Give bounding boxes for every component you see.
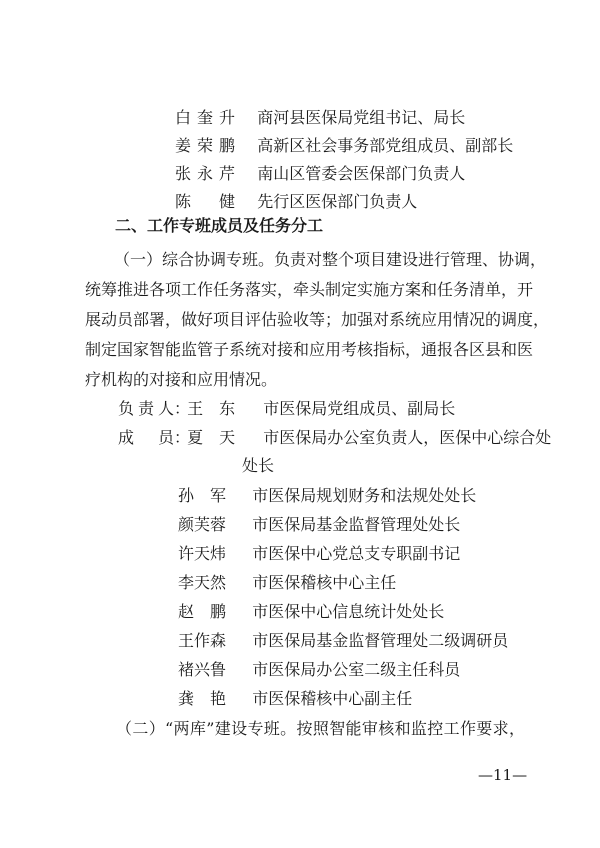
member-row (178, 660, 460, 680)
member-row (175, 136, 513, 156)
member-role: 市医保局办公室负责人，医保中心综合处 (263, 428, 552, 447)
member-role: 市医保局基金监督管理处处长 (252, 515, 461, 534)
member-name: 褚兴鲁 (178, 660, 227, 679)
member-role: 商河县医保局党组书记、局长 (257, 108, 466, 127)
paragraph-line: （一）综合协调专班。负责对整个项目建设进行管理、协调， (114, 250, 547, 269)
leader-label: 负责人 (118, 399, 174, 418)
page-number: —11— (478, 766, 528, 784)
member-row (178, 573, 396, 593)
member-role: 南山区管委会医保部门负责人 (257, 164, 466, 183)
member-role: 市医保稽核中心主任 (252, 573, 397, 592)
paragraph-line: 统筹推进各项工作任务落实，牵头制定实施方案和任务清单，开 (85, 280, 534, 299)
member-row (178, 486, 476, 506)
member-name: 张永芹 (175, 164, 235, 183)
leader-name: 王 东 (187, 399, 236, 418)
member-row (178, 602, 444, 622)
members-label: 成 员 (118, 428, 174, 447)
member-row (118, 428, 551, 448)
member-role-continuation: 处长 (242, 456, 275, 475)
paragraph-line: 制定国家智能监管子系统对接和应用考核指标，通报各区县和医 (85, 340, 534, 359)
member-row (175, 164, 465, 184)
member-name: 颜芙蓉 (178, 515, 227, 534)
member-name: 陈 健 (175, 192, 235, 211)
member-row (178, 689, 412, 709)
member-name: 白奎升 (175, 108, 235, 127)
section-heading: 二、工作专班成员及任务分工 (115, 216, 324, 235)
member-row (175, 192, 417, 212)
member-name: 李天然 (178, 573, 227, 592)
member-role: 市医保中心信息统计处处长 (252, 602, 445, 621)
member-name: 王作森 (178, 631, 227, 650)
leader-row (118, 399, 455, 419)
paragraph-line: 展动员部署，做好项目评估验收等；加强对系统应用情况的调度， (85, 310, 550, 329)
member-name: 龚 艳 (178, 689, 227, 708)
member-role: 市医保局办公室二级主任科员 (252, 660, 461, 679)
members-colon: ： (174, 428, 191, 447)
member-name: 夏 天 (187, 428, 236, 447)
member-row (178, 631, 508, 651)
member-role: 市医保稽核中心副主任 (252, 689, 413, 708)
member-row (178, 515, 460, 535)
paragraph-line: 疗机构的对接和应用情况。 (85, 370, 278, 389)
member-role: 市医保中心党总支专职副书记 (252, 544, 461, 563)
member-role: 市医保局基金监督管理处二级调研员 (252, 631, 509, 650)
member-name: 赵 鹏 (178, 602, 227, 621)
member-role: 先行区医保部门负责人 (257, 192, 418, 211)
member-name: 许天炜 (178, 544, 227, 563)
member-row (175, 108, 465, 128)
member-role: 高新区社会事务部党组成员、副部长 (257, 136, 514, 155)
leader-colon: ： (174, 399, 191, 418)
paragraph-line: （二）“两库”建设专班。按照智能审核和监控工作要求， (116, 719, 525, 738)
member-row (178, 544, 460, 564)
member-name: 孙 军 (178, 486, 227, 505)
member-name: 姜荣鹏 (175, 136, 235, 155)
member-role: 市医保局规划财务和法规处处长 (252, 486, 477, 505)
leader-role: 市医保局党组成员、副局长 (263, 399, 456, 418)
